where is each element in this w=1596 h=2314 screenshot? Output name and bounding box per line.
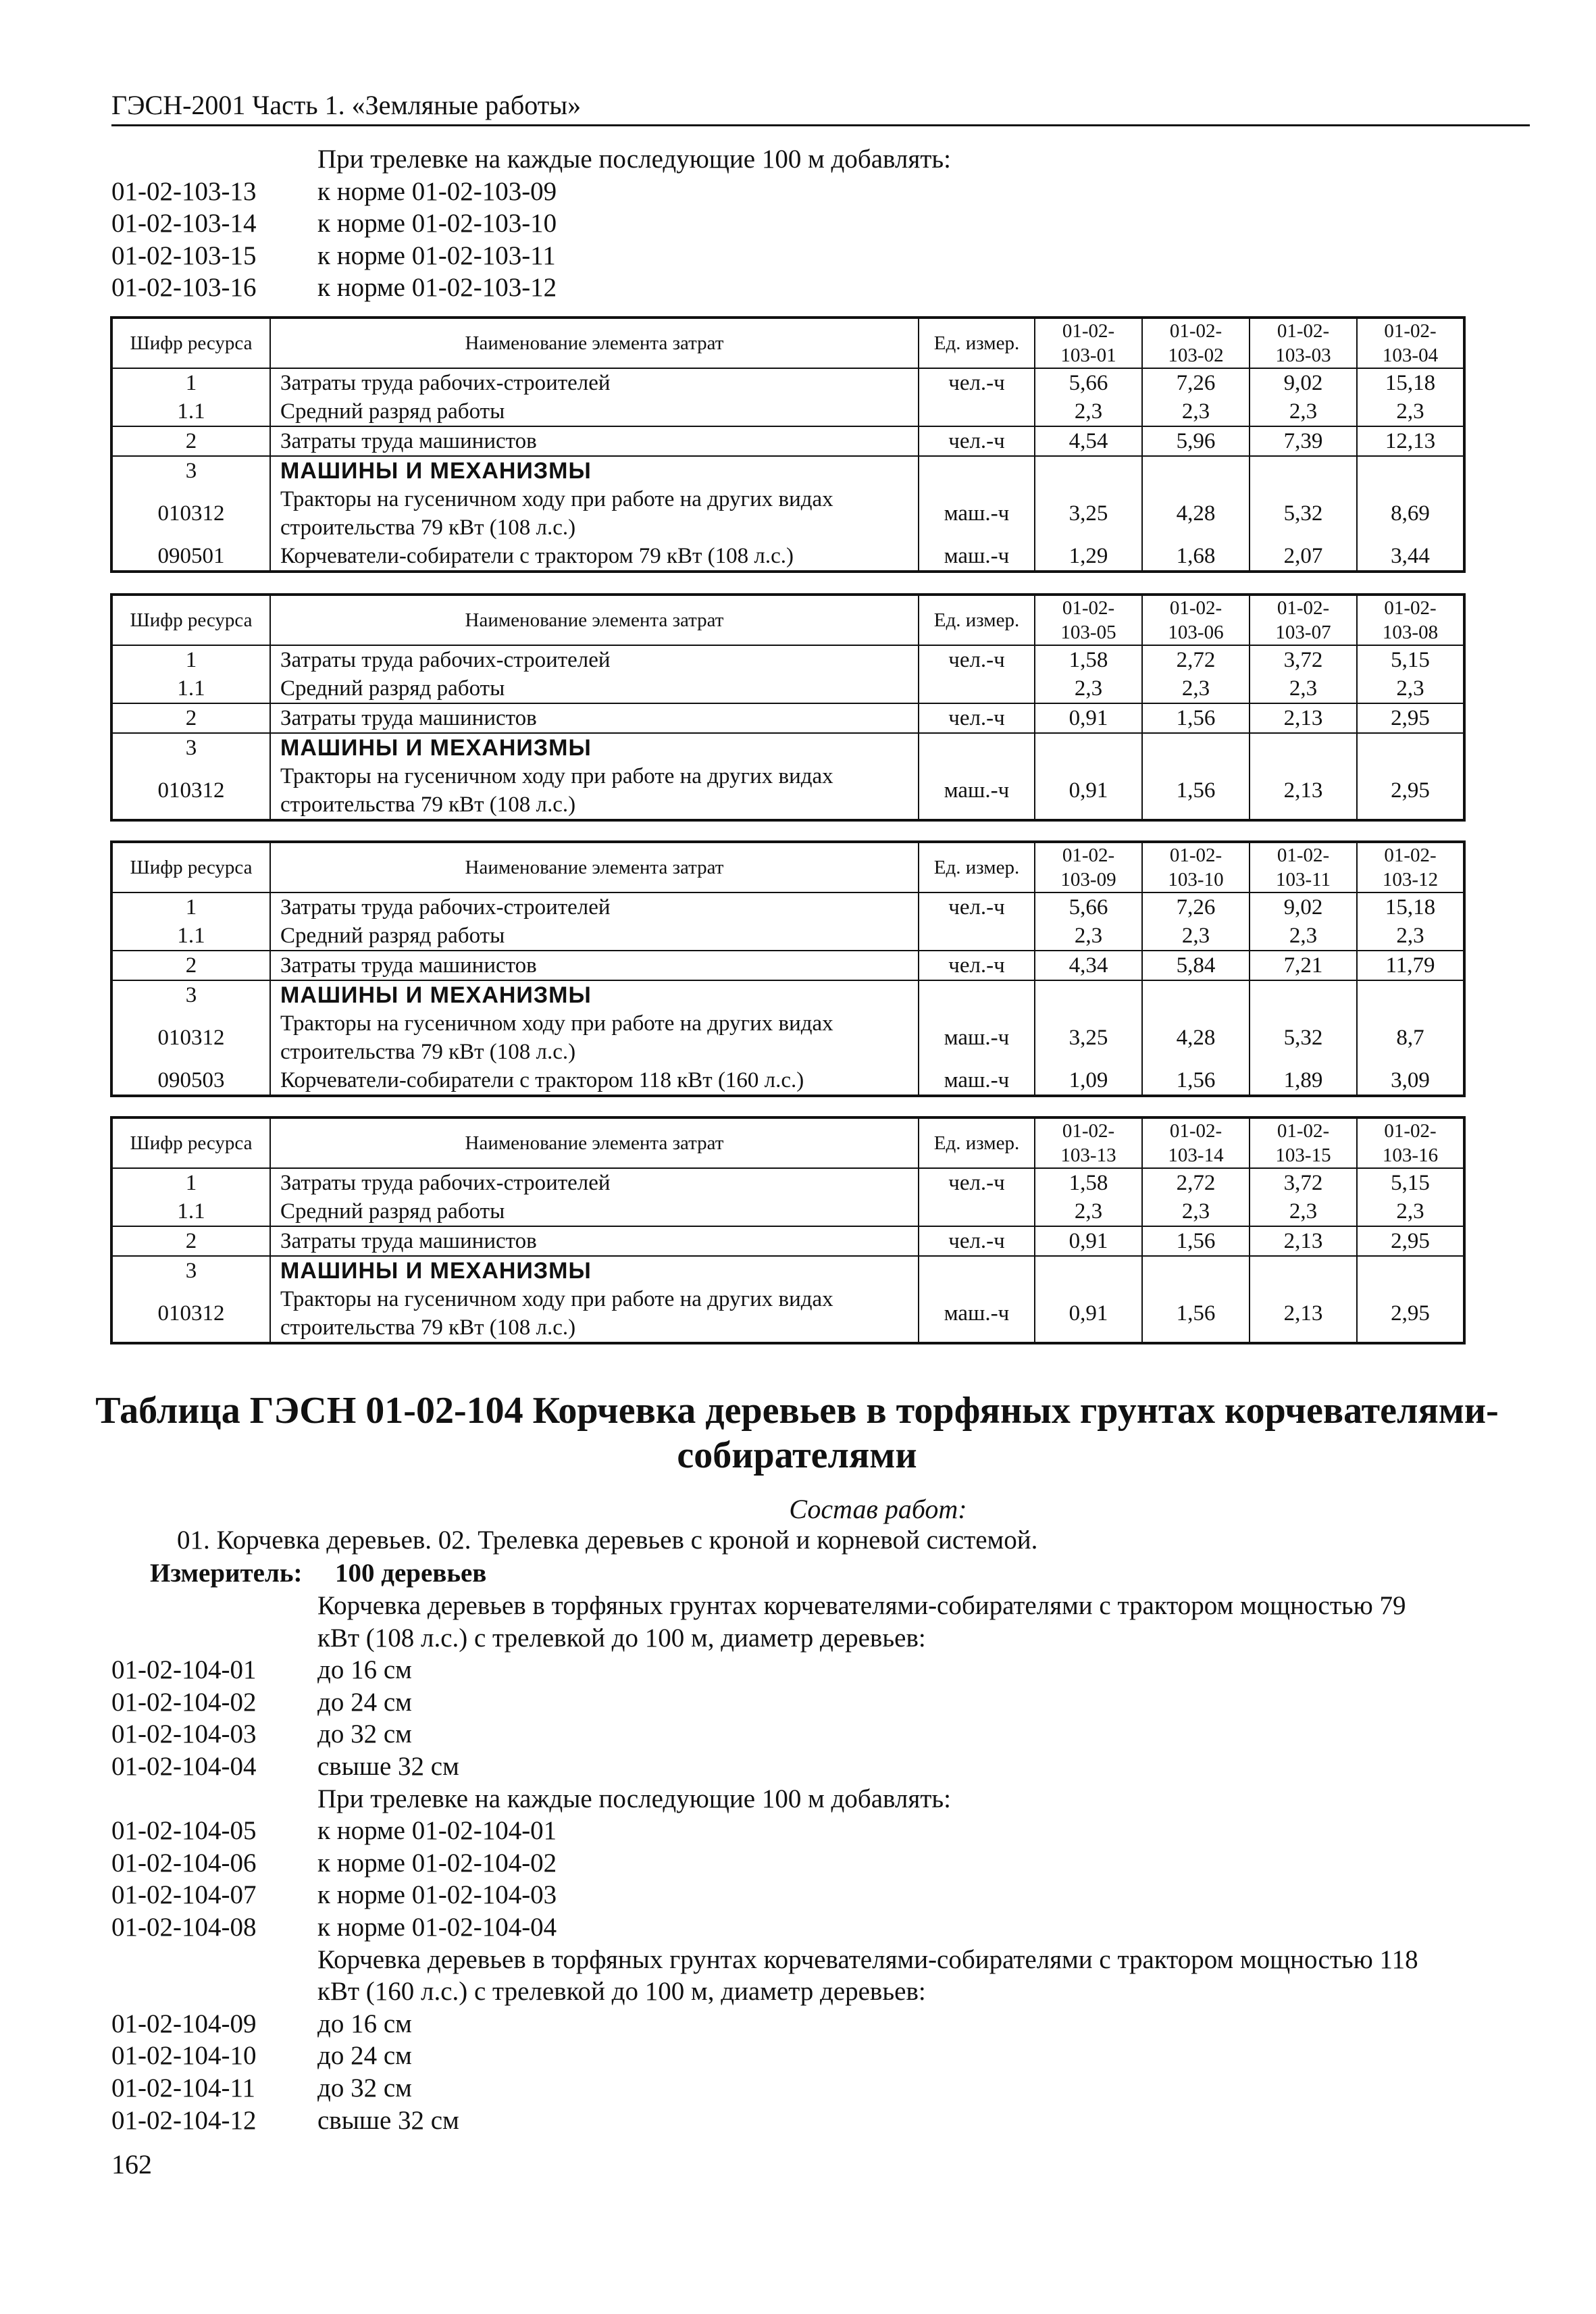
value-cell: 11,79	[1357, 951, 1464, 980]
meter-value: 100 деревьев	[335, 1559, 487, 1588]
norm-line-code: 01-02-104-02	[111, 1687, 257, 1717]
cipher-cell: 3	[111, 456, 270, 485]
value-cell: 12,13	[1357, 426, 1464, 456]
name-cell: Затраты труда машинистов	[270, 1226, 919, 1256]
meter-label: Измеритель:	[150, 1559, 303, 1588]
value-cell: 3,44	[1357, 542, 1464, 572]
name-cell: Средний разряд работы	[270, 922, 919, 951]
cipher-cell: 2	[111, 703, 270, 733]
cipher-cell: 1.1	[111, 1197, 270, 1226]
header-norm-code: 01-02- 103-08	[1357, 595, 1464, 645]
unit-cell: маш.-ч	[919, 1285, 1035, 1343]
norm-line-code: 01-02-104-12	[111, 2105, 257, 2135]
value-cell: 2,72	[1142, 645, 1250, 674]
table-row	[111, 951, 1464, 980]
norm-line-text: к норме 01-02-104-04	[317, 1913, 557, 1942]
name-cell: Затраты труда рабочих-строителей	[270, 1168, 919, 1197]
value-cell: 8,7	[1357, 1009, 1464, 1066]
header-norm-code: 01-02- 103-03	[1250, 318, 1357, 368]
value-cell: 1,56	[1142, 703, 1250, 733]
name-cell: Затраты труда рабочих-строителей	[270, 645, 919, 674]
header-norm-code: 01-02- 103-16	[1357, 1117, 1464, 1168]
value-cell: 4,34	[1035, 951, 1142, 980]
value-cell: 4,28	[1142, 1009, 1250, 1066]
cipher-cell: 010312	[111, 1009, 270, 1066]
header-unit: Ед. измер.	[919, 318, 1035, 368]
unit-cell: чел.-ч	[919, 1168, 1035, 1197]
norm-line-text: до 32 см	[317, 1719, 412, 1749]
value-cell: 2,3	[1250, 397, 1357, 426]
value-cell: 0,91	[1035, 703, 1142, 733]
unit-cell: чел.-ч	[919, 951, 1035, 980]
value-cell: 1,56	[1142, 762, 1250, 820]
header-name: Наименование элемента затрат	[270, 595, 919, 645]
value-cell	[1250, 1256, 1357, 1285]
value-cell: 7,39	[1250, 426, 1357, 456]
unit-cell: чел.-ч	[919, 703, 1035, 733]
table-row	[111, 1197, 1464, 1226]
value-cell	[1035, 1256, 1142, 1285]
value-cell: 3,72	[1250, 645, 1357, 674]
resource-table	[110, 316, 1466, 573]
name-cell: Тракторы на гусеничном ходу при работе на других видах строительства 79 кВт (108 л.с.)	[270, 485, 919, 542]
header-norm-code: 01-02- 103-11	[1250, 842, 1357, 892]
norm-line-text: свыше 32 см	[317, 1752, 459, 1781]
table-row	[111, 733, 1464, 762]
value-cell: 3,25	[1035, 1009, 1142, 1066]
name-cell: Затраты труда рабочих-строителей	[270, 892, 919, 922]
top-line-text: При трелевке на каждые последующие 100 м добавлять:	[317, 145, 951, 174]
section-title: Таблица ГЭСН 01-02-104 Корчевка деревьев в торфяных грунтах корчевателями-собирателями	[95, 1390, 1499, 1476]
value-cell: 1,29	[1035, 542, 1142, 572]
value-cell: 15,18	[1357, 368, 1464, 397]
value-cell: 2,3	[1357, 1197, 1464, 1226]
header-norm-code: 01-02- 103-05	[1035, 595, 1142, 645]
resource-table	[110, 840, 1466, 1097]
cipher-cell: 010312	[111, 485, 270, 542]
value-cell: 1,09	[1035, 1066, 1142, 1096]
name-cell: МАШИНЫ И МЕХАНИЗМЫ	[270, 456, 919, 485]
value-cell: 2,3	[1250, 922, 1357, 951]
name-cell: Затраты труда рабочих-строителей	[270, 368, 919, 397]
cipher-cell: 2	[111, 1226, 270, 1256]
value-cell	[1357, 1256, 1464, 1285]
top-line-code: 01-02-103-13	[111, 176, 257, 206]
value-cell: 2,95	[1357, 1226, 1464, 1256]
value-cell: 2,95	[1357, 1285, 1464, 1343]
value-cell: 2,07	[1250, 542, 1357, 572]
cipher-cell: 2	[111, 426, 270, 456]
header-norm-code: 01-02- 103-04	[1357, 318, 1464, 368]
unit-cell	[919, 980, 1035, 1009]
top-line-code: 01-02-103-16	[111, 273, 257, 302]
value-cell: 9,02	[1250, 892, 1357, 922]
composition-title: Состав работ:	[789, 1494, 967, 1524]
cipher-cell: 1.1	[111, 397, 270, 426]
header-name: Наименование элемента затрат	[270, 842, 919, 892]
value-cell: 2,3	[1357, 674, 1464, 703]
value-cell: 2,3	[1250, 674, 1357, 703]
table-row	[111, 485, 1464, 542]
name-cell: Средний разряд работы	[270, 1197, 919, 1226]
table-row	[111, 368, 1464, 397]
header-unit: Ед. измер.	[919, 842, 1035, 892]
value-cell: 2,3	[1035, 1197, 1142, 1226]
norm-line-code: 01-02-104-04	[111, 1752, 257, 1781]
value-cell: 5,32	[1250, 1009, 1357, 1066]
value-cell	[1357, 980, 1464, 1009]
unit-cell	[919, 733, 1035, 762]
top-line-text: к норме 01-02-103-12	[317, 273, 557, 302]
header-unit: Ед. измер.	[919, 595, 1035, 645]
cipher-cell: 1	[111, 368, 270, 397]
value-cell: 2,3	[1250, 1197, 1357, 1226]
value-cell	[1357, 456, 1464, 485]
cipher-cell: 3	[111, 980, 270, 1009]
table-row	[111, 980, 1464, 1009]
unit-cell: маш.-ч	[919, 1009, 1035, 1066]
value-cell: 5,66	[1035, 368, 1142, 397]
table-row	[111, 892, 1464, 922]
value-cell: 2,95	[1357, 762, 1464, 820]
norm-line-code: 01-02-104-03	[111, 1719, 257, 1749]
value-cell	[1035, 456, 1142, 485]
cipher-cell: 3	[111, 733, 270, 762]
value-cell: 1,68	[1142, 542, 1250, 572]
name-cell: МАШИНЫ И МЕХАНИЗМЫ	[270, 980, 919, 1009]
norm-line-text: до 32 см	[317, 2073, 412, 2103]
value-cell: 2,3	[1357, 922, 1464, 951]
table-row	[111, 1226, 1464, 1256]
value-cell: 9,02	[1250, 368, 1357, 397]
name-cell: МАШИНЫ И МЕХАНИЗМЫ	[270, 733, 919, 762]
value-cell: 5,84	[1142, 951, 1250, 980]
value-cell: 1,56	[1142, 1066, 1250, 1096]
value-cell: 5,66	[1035, 892, 1142, 922]
cipher-cell: 1.1	[111, 674, 270, 703]
value-cell	[1250, 733, 1357, 762]
value-cell: 2,3	[1357, 397, 1464, 426]
composition-text: 01. Корчевка деревьев. 02. Трелевка деревьев с кроной и корневой системой.	[177, 1526, 1038, 1555]
value-cell: 7,26	[1142, 892, 1250, 922]
unit-cell	[919, 1256, 1035, 1285]
value-cell: 5,15	[1357, 645, 1464, 674]
norm-line-text: к норме 01-02-104-03	[317, 1880, 557, 1910]
unit-cell: маш.-ч	[919, 542, 1035, 572]
norm-line-text: кВт (160 л.с.) с трелевкой до 100 м, диаметр деревьев:	[317, 1977, 926, 2007]
value-cell: 5,32	[1250, 485, 1357, 542]
value-cell: 1,56	[1142, 1226, 1250, 1256]
norm-line-code: 01-02-104-11	[111, 2073, 256, 2103]
table-row	[111, 674, 1464, 703]
name-cell: Корчеватели-собиратели с трактором 118 кВт (160 л.с.)	[270, 1066, 919, 1096]
norm-line-code: 01-02-104-10	[111, 2041, 257, 2071]
norm-line-text: до 24 см	[317, 1687, 412, 1717]
table-row	[111, 1285, 1464, 1343]
value-cell: 15,18	[1357, 892, 1464, 922]
norm-line-text: свыше 32 см	[317, 2105, 459, 2135]
value-cell: 4,54	[1035, 426, 1142, 456]
norm-line-text: до 16 см	[317, 1655, 412, 1685]
top-line-code: 01-02-103-15	[111, 241, 257, 270]
unit-cell	[919, 456, 1035, 485]
header-norm-code: 01-02- 103-02	[1142, 318, 1250, 368]
name-cell: МАШИНЫ И МЕХАНИЗМЫ	[270, 1256, 919, 1285]
top-line-text: к норме 01-02-103-10	[317, 209, 557, 238]
value-cell: 2,3	[1142, 922, 1250, 951]
cipher-cell: 1	[111, 645, 270, 674]
value-cell	[1142, 733, 1250, 762]
table-row	[111, 762, 1464, 820]
cipher-cell: 3	[111, 1256, 270, 1285]
cipher-cell: 010312	[111, 762, 270, 820]
value-cell: 0,91	[1035, 762, 1142, 820]
name-cell: Средний разряд работы	[270, 674, 919, 703]
value-cell: 2,72	[1142, 1168, 1250, 1197]
norm-line-text: Корчевка деревьев в торфяных грунтах корчевателями-собирателями с трактором мощностью 118	[317, 1944, 1418, 1974]
unit-cell	[919, 1197, 1035, 1226]
value-cell: 8,69	[1357, 485, 1464, 542]
unit-cell: маш.-ч	[919, 485, 1035, 542]
table-row	[111, 426, 1464, 456]
value-cell: 2,13	[1250, 762, 1357, 820]
value-cell: 2,95	[1357, 703, 1464, 733]
value-cell	[1035, 733, 1142, 762]
unit-cell: маш.-ч	[919, 762, 1035, 820]
header-norm-code: 01-02- 103-06	[1142, 595, 1250, 645]
table-row	[111, 397, 1464, 426]
table-row	[111, 456, 1464, 485]
unit-cell: маш.-ч	[919, 1066, 1035, 1096]
norm-line-text: Корчевка деревьев в торфяных грунтах корчевателями-собирателями с трактором мощностью 79	[317, 1591, 1406, 1620]
header-cipher: Шифр ресурса	[111, 842, 270, 892]
norm-line-text: до 24 см	[317, 2041, 412, 2071]
header-cipher: Шифр ресурса	[111, 595, 270, 645]
value-cell: 2,3	[1142, 397, 1250, 426]
value-cell	[1142, 1256, 1250, 1285]
value-cell: 2,13	[1250, 1226, 1357, 1256]
header-norm-code: 01-02- 103-15	[1250, 1117, 1357, 1168]
norm-line-code: 01-02-104-06	[111, 1848, 257, 1878]
table-row	[111, 703, 1464, 733]
value-cell: 2,13	[1250, 703, 1357, 733]
norm-line-code: 01-02-104-07	[111, 1880, 257, 1910]
value-cell: 2,13	[1250, 1285, 1357, 1343]
value-cell: 0,91	[1035, 1285, 1142, 1343]
cipher-cell: 2	[111, 951, 270, 980]
header-cipher: Шифр ресурса	[111, 318, 270, 368]
value-cell: 5,96	[1142, 426, 1250, 456]
value-cell: 1,58	[1035, 645, 1142, 674]
table-row	[111, 1256, 1464, 1285]
page-header: ГЭСН-2001 Часть 1. «Земляные работы»	[111, 88, 1530, 126]
name-cell: Затраты труда машинистов	[270, 951, 919, 980]
value-cell: 1,56	[1142, 1285, 1250, 1343]
value-cell: 2,3	[1035, 397, 1142, 426]
header-norm-code: 01-02- 103-14	[1142, 1117, 1250, 1168]
name-cell: Средний разряд работы	[270, 397, 919, 426]
norm-line-text: к норме 01-02-104-01	[317, 1816, 557, 1846]
top-line-code: 01-02-103-14	[111, 209, 257, 238]
top-line-text: к норме 01-02-103-11	[317, 241, 556, 270]
unit-cell	[919, 922, 1035, 951]
value-cell: 2,3	[1142, 674, 1250, 703]
top-line-text: к норме 01-02-103-09	[317, 176, 557, 206]
table-row	[111, 1009, 1464, 1066]
cipher-cell: 090503	[111, 1066, 270, 1096]
value-cell: 7,21	[1250, 951, 1357, 980]
name-cell: Затраты труда машинистов	[270, 703, 919, 733]
name-cell: Тракторы на гусеничном ходу при работе на других видах строительства 79 кВт (108 л.с.)	[270, 762, 919, 820]
value-cell: 1,89	[1250, 1066, 1357, 1096]
table-row	[111, 645, 1464, 674]
value-cell	[1142, 980, 1250, 1009]
header-norm-code: 01-02- 103-10	[1142, 842, 1250, 892]
norm-line-text: до 16 см	[317, 2009, 412, 2038]
unit-cell: чел.-ч	[919, 368, 1035, 397]
value-cell: 1,58	[1035, 1168, 1142, 1197]
header-name: Наименование элемента затрат	[270, 1117, 919, 1168]
norm-line-text: При трелевке на каждые последующие 100 м добавлять:	[317, 1784, 951, 1813]
header-name: Наименование элемента затрат	[270, 318, 919, 368]
unit-cell	[919, 397, 1035, 426]
name-cell: Тракторы на гусеничном ходу при работе на других видах строительства 79 кВт (108 л.с.)	[270, 1009, 919, 1066]
table-row	[111, 922, 1464, 951]
unit-cell: чел.-ч	[919, 426, 1035, 456]
header-unit: Ед. измер.	[919, 1117, 1035, 1168]
unit-cell: чел.-ч	[919, 892, 1035, 922]
unit-cell	[919, 674, 1035, 703]
value-cell	[1035, 980, 1142, 1009]
value-cell: 4,28	[1142, 485, 1250, 542]
cipher-cell: 090501	[111, 542, 270, 572]
table-row	[111, 1066, 1464, 1096]
header-norm-code: 01-02- 103-07	[1250, 595, 1357, 645]
cipher-cell: 1.1	[111, 922, 270, 951]
norm-line-code: 01-02-104-08	[111, 1913, 257, 1942]
page-number: 162	[111, 2149, 152, 2180]
header-norm-code: 01-02- 103-01	[1035, 318, 1142, 368]
unit-cell: чел.-ч	[919, 1226, 1035, 1256]
norm-line-text: к норме 01-02-104-02	[317, 1848, 557, 1878]
cipher-cell: 1	[111, 1168, 270, 1197]
unit-cell: чел.-ч	[919, 645, 1035, 674]
value-cell	[1357, 733, 1464, 762]
table-row	[111, 542, 1464, 572]
value-cell: 3,09	[1357, 1066, 1464, 1096]
value-cell	[1250, 456, 1357, 485]
value-cell: 5,15	[1357, 1168, 1464, 1197]
cipher-cell: 1	[111, 892, 270, 922]
value-cell	[1250, 980, 1357, 1009]
header-norm-code: 01-02- 103-12	[1357, 842, 1464, 892]
value-cell: 7,26	[1142, 368, 1250, 397]
table-row	[111, 1168, 1464, 1197]
value-cell: 0,91	[1035, 1226, 1142, 1256]
cipher-cell: 010312	[111, 1285, 270, 1343]
norm-line-code: 01-02-104-09	[111, 2009, 257, 2038]
header-cipher: Шифр ресурса	[111, 1117, 270, 1168]
norm-line-text: кВт (108 л.с.) с трелевкой до 100 м, диаметр деревьев:	[317, 1623, 926, 1653]
value-cell: 2,3	[1142, 1197, 1250, 1226]
value-cell: 2,3	[1035, 674, 1142, 703]
value-cell: 2,3	[1035, 922, 1142, 951]
value-cell: 3,25	[1035, 485, 1142, 542]
norm-line-code: 01-02-104-01	[111, 1655, 257, 1685]
value-cell	[1142, 456, 1250, 485]
name-cell: Корчеватели-собиратели с трактором 79 кВт (108 л.с.)	[270, 542, 919, 572]
header-norm-code: 01-02- 103-09	[1035, 842, 1142, 892]
resource-table	[110, 1116, 1466, 1344]
resource-table	[110, 593, 1466, 822]
name-cell: Тракторы на гусеничном ходу при работе на других видах строительства 79 кВт (108 л.с.)	[270, 1285, 919, 1343]
header-norm-code: 01-02- 103-13	[1035, 1117, 1142, 1168]
name-cell: Затраты труда машинистов	[270, 426, 919, 456]
norm-line-code: 01-02-104-05	[111, 1816, 257, 1846]
value-cell: 3,72	[1250, 1168, 1357, 1197]
